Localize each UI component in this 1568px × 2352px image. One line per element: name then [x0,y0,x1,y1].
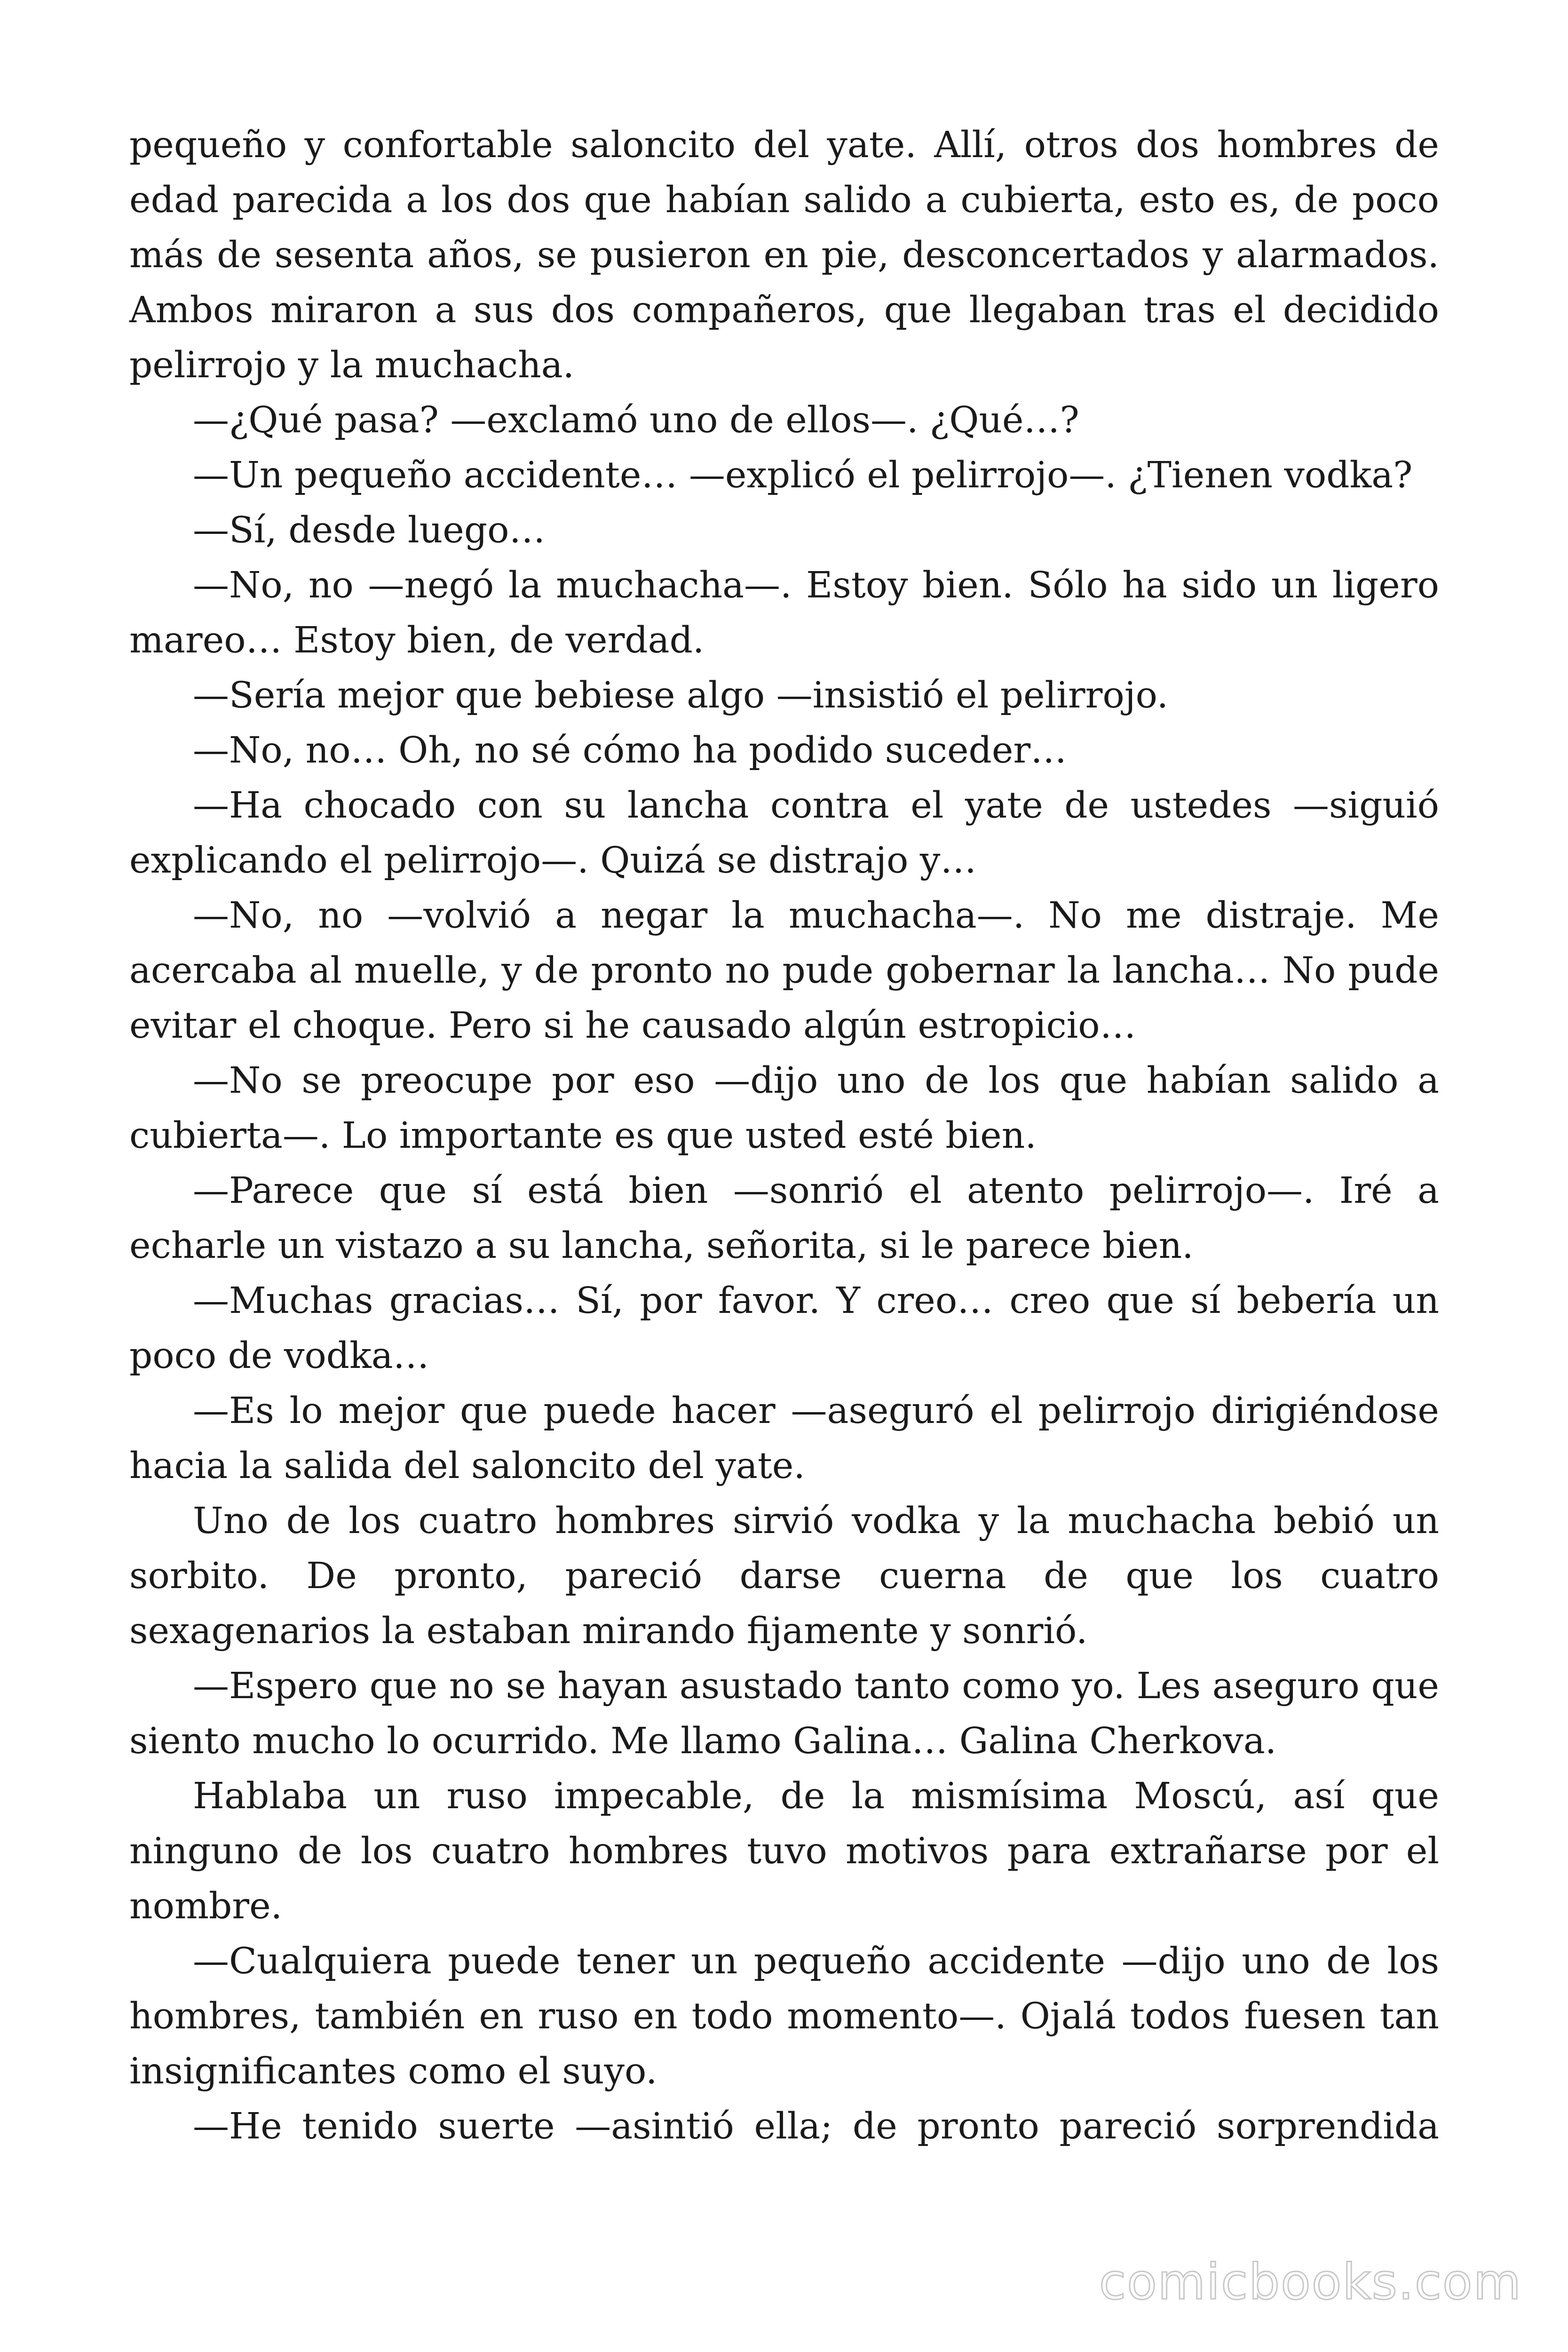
paragraph: —Cualquiera puede tener un pequeño accidente —dijo uno de los hombres, también en ruso en todo momento—. Ojalá todos fuesen tan insignificantes como el suyo. [129,1940,1439,2092]
paragraph: pequeño y confortable saloncito del yate. Allí, otros dos hombres de edad parecida a los dos que habían salido a cubierta, esto es, de poco más de sesenta años, se pusieron en pie, desconcertados y alarmados. Ambos miraron a sus dos compañeros, que llegaban tras el decidido pelirrojo y la muchacha. [129,124,1439,386]
paragraph: —Sí, desde luego… [193,509,546,551]
paragraph: Hablaba un ruso impecable, de la mismísima Moscú, así que ninguno de los cuatro hombres tuvo motivos para extrañarse por el nombre. [129,1775,1439,1927]
paragraph: Uno de los cuatro hombres sirvió vodka y la muchacha bebió un sorbito. De pronto, pareció darse cuerna de que los cuatro sexagenarios la estaban mirando fijamente y sonrió. [129,1500,1439,1652]
watermark: comicbooks.com [1099,2253,1522,2311]
paragraph: —Sería mejor que bebiese algo —insistió el pelirrojo. [193,675,1169,716]
paragraph: —Muchas gracias… Sí, por favor. Y creo… creo que sí bebería un poco de vodka… [129,1280,1439,1377]
paragraph: —Parece que sí está bien —sonrió el atento pelirrojo—. Iré a echarle un vistazo a su lancha, señorita, si le parece bien. [129,1170,1439,1267]
paragraph: —No, no —negó la muchacha—. Estoy bien. Sólo ha sido un ligero mareo… Estoy bien, de verdad. [129,564,1439,661]
paragraph: —No, no —volvió a negar la muchacha—. No me distraje. Me acercaba al muelle, y de pronto no pude gobernar la lancha… No pude evitar el choque. Pero si he causado algún estropicio… [129,895,1439,1047]
paragraph: —Espero que no se hayan asustado tanto como yo. Les aseguro que siento mucho lo ocurrido. Me llamo Galina… Galina Cherkova. [129,1665,1439,1762]
paragraph: —Un pequeño accidente… —explicó el pelirrojo—. ¿Tienen vodka? [193,454,1413,496]
paragraph: —He tenido suerte —asintió ella; de pronto pareció sorprendida [193,2106,1439,2147]
paragraph: —No se preocupe por eso —dijo uno de los que habían salido a cubierta—. Lo importante es que usted esté bien. [129,1060,1439,1157]
body-text [129,118,1439,2154]
paragraph: —No, no… Oh, no sé cómo ha podido suceder… [193,730,1067,771]
paragraph: —Es lo mejor que puede hacer —aseguró el pelirrojo dirigiéndose hacia la salida del saloncito del yate. [129,1390,1439,1487]
paragraph: —¿Qué pasa? —exclamó uno de ellos—. ¿Qué…? [193,399,1079,441]
paragraph: —Ha chocado con su lancha contra el yate de ustedes —siguió explicando el pelirrojo—. Quizá se distrajo y… [129,785,1439,882]
